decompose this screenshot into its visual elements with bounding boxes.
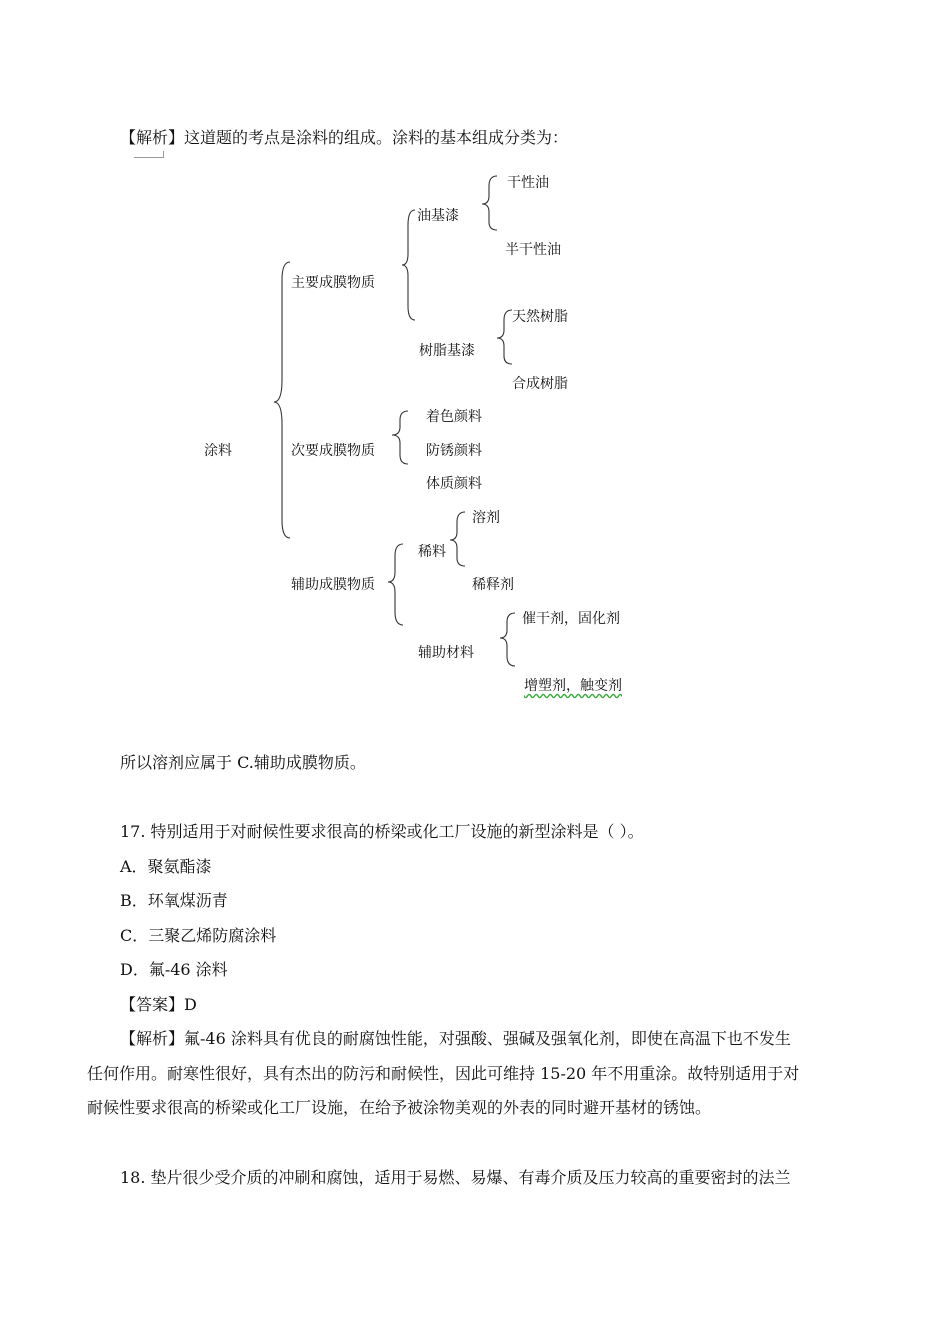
node-natural-resin: 天然树脂: [512, 309, 568, 325]
node-solvent: 溶剂: [472, 510, 500, 526]
brace-thinner: [450, 512, 465, 566]
node-main-film: 主要成膜物质: [291, 275, 375, 291]
q17-analysis-line-3: 耐候性要求很高的桥梁或化工厂设施，在给予被涂物美观的外表的同时避开基材的锈蚀。: [87, 1098, 712, 1117]
node-drier-curing: 催干剂，固化剂: [522, 611, 620, 627]
node-thinner: 稀料: [418, 544, 446, 560]
node-oil-based: 油基漆: [417, 208, 459, 224]
brace-secondary: [392, 411, 408, 464]
q17-option-c: C．三聚乙烯防腐涂料: [120, 926, 277, 945]
node-antirust-pigment: 防锈颜料: [426, 443, 482, 459]
node-auxiliary-film: 辅助成膜物质: [291, 577, 375, 593]
brace-auxiliary: [388, 544, 403, 625]
node-coloring-pigment: 着色颜料: [426, 409, 482, 425]
node-plasticizer-thixotrope: 增塑剂，触变剂: [524, 678, 622, 694]
brace-main: [402, 210, 415, 320]
q17-analysis-line-2: 任何作用。耐寒性很好，具有杰出的防污和耐候性，因此可维持 15-20 年不用重涂。故特别适用于对: [87, 1064, 800, 1083]
q18-question: 18. 垫片很少受介质的冲刷和腐蚀，适用于易燃、易爆、有毒介质及压力较高的重要密封的法兰: [120, 1168, 791, 1187]
node-diluent: 稀释剂: [472, 577, 514, 593]
q17-question: 17. 特别适用于对耐候性要求很高的桥梁或化工厂设施的新型涂料是（ ）。: [120, 822, 644, 841]
brace-oil: [482, 176, 497, 230]
q17-option-d: D．氟-46 涂料: [120, 960, 228, 979]
node-auxiliary-material: 辅助材料: [418, 645, 474, 661]
brace-material: [500, 613, 515, 666]
node-secondary-film: 次要成膜物质: [291, 443, 375, 459]
node-extender-pigment: 体质颜料: [426, 476, 482, 492]
q17-answer: 【答案】D: [120, 995, 197, 1014]
analysis-conclusion: 所以溶剂应属于 C.辅助成膜物质。: [120, 753, 366, 772]
node-synthetic-resin: 合成树脂: [512, 376, 568, 392]
brace-root: [274, 262, 290, 538]
q17-option-b: B．环氧煤沥青: [120, 891, 228, 910]
node-semi-drying-oil: 半干性油: [505, 242, 561, 258]
q17-option-a: A．聚氨酯漆: [120, 857, 212, 876]
brace-resin: [497, 310, 512, 364]
node-coating: 涂料: [204, 443, 232, 459]
node-drying-oil: 干性油: [507, 175, 549, 191]
node-resin-based: 树脂基漆: [419, 343, 475, 359]
analysis-intro: 【解析】这道题的考点是涂料的组成。涂料的基本组成分类为：: [120, 128, 569, 147]
q17-analysis-line-1: 【解析】氟-46 涂料具有优良的耐腐蚀性能，对强酸、强碱及强氧化剂，即使在高温下也不发生: [120, 1029, 791, 1048]
